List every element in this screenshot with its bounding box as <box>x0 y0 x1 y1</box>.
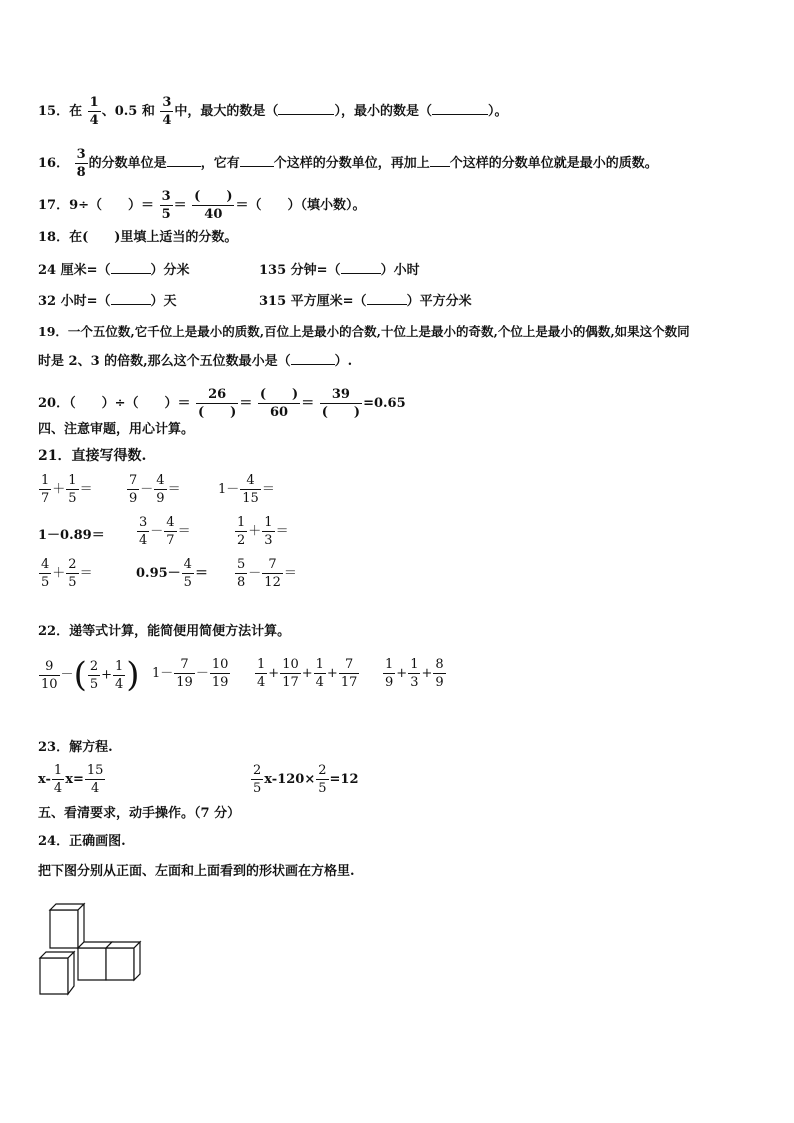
q24-description: 把下图分别从正面、左面和上面看到的形状画在方格里. <box>38 864 355 879</box>
q18-item: 32 小时=（ ）天 <box>38 294 177 309</box>
answer-blank[interactable] <box>167 154 201 167</box>
answer-blank[interactable] <box>432 102 488 115</box>
q22-a: $\frac{9}{10}$ －( $\frac{2}{5}$ + $\frac{1}{4}$ ) <box>41 655 140 695</box>
section-heading: 四、注意审题，用心计算。 <box>38 422 195 437</box>
fraction: $\frac{3}{4}$ <box>162 95 172 128</box>
section-heading: 五、看清要求，动手操作。（7 分） <box>38 806 241 821</box>
q23-title: 23．解方程. <box>38 740 113 755</box>
cube-face <box>40 958 68 994</box>
fraction: $\frac{39}{( )}$ <box>321 387 361 420</box>
answer-blank[interactable] <box>278 102 334 115</box>
q22-b: 1－ $\frac{7}{19}$ － $\frac{10}{19}$ <box>152 657 229 690</box>
q21-f: $\frac{1}{2}$ ＋ $\frac{1}{3}$ ＝ <box>237 515 289 548</box>
q24-title: 24．正确画图. <box>38 834 126 849</box>
q18-title: 18．在( )里填上适当的分数。 <box>38 230 238 245</box>
fraction: $\frac{3}{8}$ <box>76 147 86 180</box>
answer-blank[interactable] <box>111 292 151 305</box>
q19-line1: 19．一个五位数,它千位上是最小的质数,百位上是最小的合数,十位上是最小的奇数,个位上是最小的偶数,如果这个数同 <box>38 324 690 339</box>
q17: 17．9÷（ ）＝ $\frac{3}{5}$ ＝ $\frac{( )}{40}$ ＝（ ）（填小数）。 <box>38 189 366 222</box>
fraction: $\frac{( )}{40}$ <box>194 189 233 222</box>
q18-item: 24 厘米=（ ）分米 <box>38 263 190 278</box>
q21-b: $\frac{7}{9}$ － $\frac{4}{9}$ ＝ <box>129 473 181 506</box>
answer-blank[interactable] <box>367 292 407 305</box>
cube-face <box>106 948 134 980</box>
q21-d: 1－0.89＝ <box>38 528 105 543</box>
q21-e: $\frac{3}{4}$ － $\frac{4}{7}$ ＝ <box>139 515 191 548</box>
q18-item: 315 平方厘米=（ ）平方分米 <box>259 294 472 309</box>
cube-face <box>134 942 140 980</box>
q21-a: $\frac{1}{7}$ ＋ $\frac{1}{5}$ ＝ <box>41 473 93 506</box>
q21-i: $\frac{5}{8}$ － $\frac{7}{12}$ ＝ <box>237 557 297 590</box>
q18-item: 135 分钟=（ ）小时 <box>259 263 420 278</box>
fraction: $\frac{3}{5}$ <box>161 189 171 222</box>
cube-face <box>68 952 74 994</box>
answer-blank[interactable] <box>111 261 151 274</box>
q22-d: $\frac{1}{9}$ + $\frac{1}{3}$ + $\frac{8}{9}$ <box>385 657 444 690</box>
q20: 20．（ ）÷（ ）＝ $\frac{26}{( )}$ ＝ $\frac{( )}{60}$ ＝ $\frac{39}{( )}$ =0.65 <box>38 387 406 420</box>
cube-face <box>78 948 106 980</box>
answer-blank[interactable] <box>430 154 450 167</box>
q21-g: $\frac{4}{5}$ ＋ $\frac{2}{5}$ ＝ <box>41 557 93 590</box>
q21-title: 21．直接写得数. <box>38 448 147 464</box>
answer-blank[interactable] <box>291 352 335 365</box>
q19-line2: 时是 2、3 的倍数,那么这个五位数最小是（ ）. <box>38 354 353 369</box>
q16: 16． $\frac{3}{8}$ 的分数单位是 ，它有 个这样的分数单位，再加上 个这样的分数单位就是最小的质数。 <box>38 147 658 180</box>
q15: 15．在 $\frac{1}{4}$ 、0.5 和 $\frac{3}{4}$ 中，最大的数是（ ），最小的数是（ ）。 <box>38 95 508 128</box>
q23-eq1: x- $\frac{1}{4}$ x= $\frac{15}{4}$ <box>38 763 104 796</box>
fraction: $\frac{( )}{60}$ <box>259 387 299 420</box>
q21-h: 0.95－ $\frac{4}{5}$ ＝ <box>136 557 208 590</box>
q22-c: $\frac{1}{4}$ + $\frac{10}{17}$ + $\frac{1}{4}$ + $\frac{7}{17}$ <box>257 657 358 690</box>
answer-blank[interactable] <box>341 261 381 274</box>
fraction: $\frac{1}{4}$ <box>89 95 99 128</box>
cube-figure <box>36 898 146 1002</box>
q23-eq2: $\frac{2}{5}$ x-120× $\frac{2}{5}$ =12 <box>253 763 359 796</box>
cube-face <box>78 904 84 948</box>
fraction: $\frac{26}{( )}$ <box>198 387 237 420</box>
q21-c: 1－ $\frac{4}{15}$ ＝ <box>218 473 275 506</box>
cube-face <box>50 910 78 948</box>
answer-blank[interactable] <box>240 154 274 167</box>
q22-title: 22．递等式计算，能简便用简便方法计算。 <box>38 624 291 639</box>
